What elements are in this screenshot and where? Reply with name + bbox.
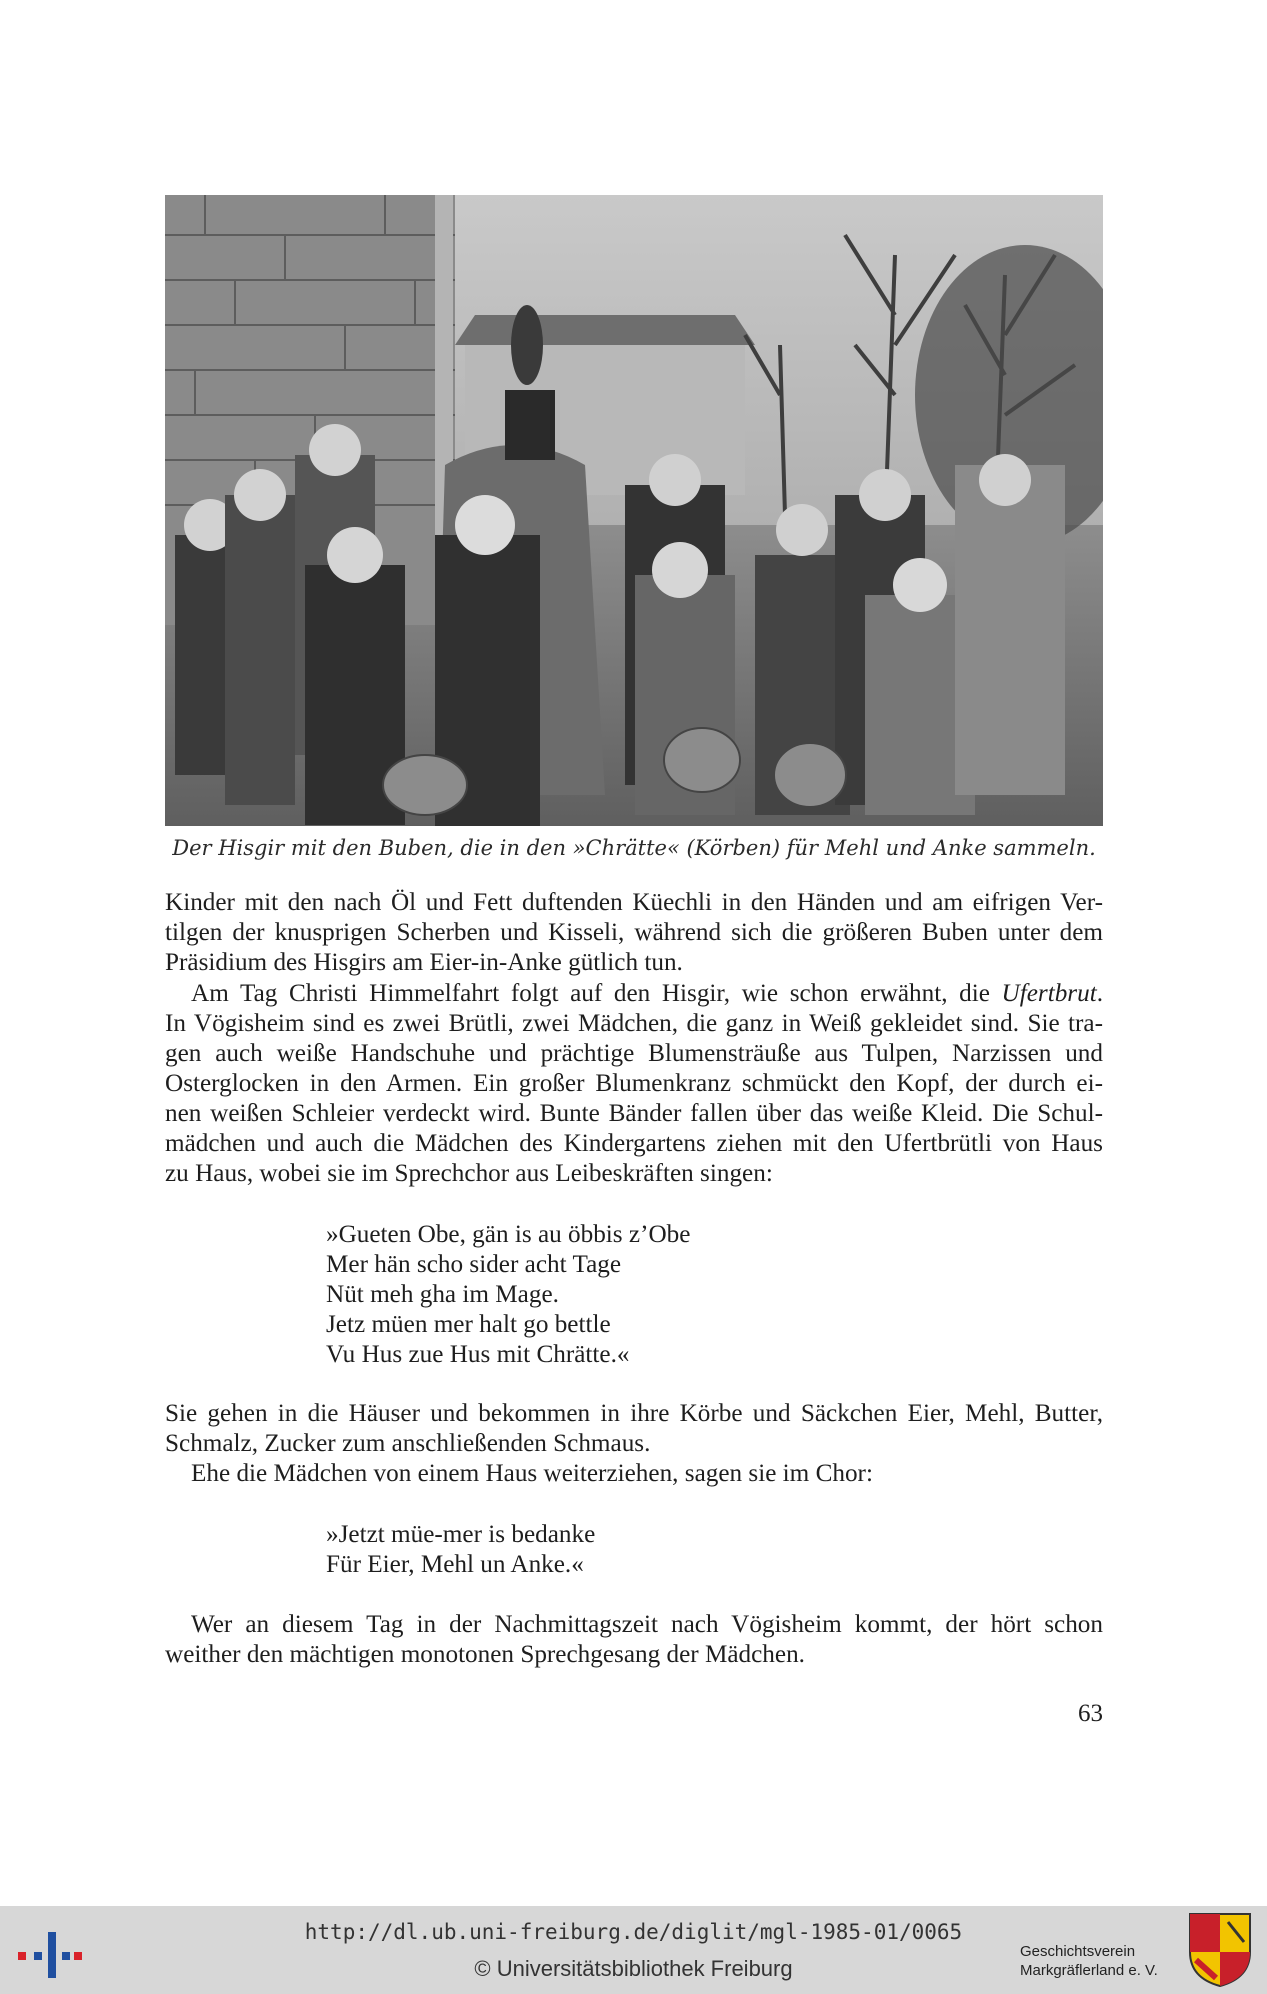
society-name-line: Markgräflerland e. V. — [1020, 1962, 1158, 1979]
verse-line: Jetz müen mer halt go bettle — [326, 1311, 611, 1338]
footer-bar — [0, 1906, 1267, 1994]
verse-2 — [326, 1520, 595, 1580]
text-line: Sie gehen in die Häuser und bekommen in ihre Körbe und Säckchen Eier, Mehl, Butter, — [165, 1400, 1103, 1427]
verse-line: Nüt meh gha im Mage. — [326, 1281, 559, 1308]
paragraph-1 — [165, 888, 1103, 978]
text-line: nen weißen Schleier verdeckt wird. Bunte Bänder fallen über das weiße Kleid. Die Schul- — [165, 1100, 1103, 1127]
text-line: In Vögisheim sind es zwei Brütli, zwei Mädchen, die ganz in Weiß gekleidet sind. Sie tra- — [165, 1010, 1103, 1037]
paragraph-3 — [165, 1399, 1103, 1459]
text-line: Ehe die Mädchen von einem Haus weiterziehen, sagen sie im Chor: — [191, 1460, 873, 1487]
society-name-line: Geschichtsverein — [1020, 1943, 1136, 1960]
text-line: weither den mächtigen monotonen Sprechgesang der Mädchen. — [165, 1641, 805, 1668]
verse-line: Mer hän scho sider acht Tage — [326, 1251, 622, 1278]
text-line: Kinder mit den nach Öl und Fett duftenden Küechli in den Händen und am eifrigen Ver- — [165, 889, 1103, 916]
footer-url-link[interactable]: http://dl.ub.uni-freiburg.de/diglit/mgl-1985-01/0065 — [304, 1920, 963, 1944]
text-line: Präsidium des Hisgirs am Eier-in-Anke gütlich tun. — [165, 949, 683, 976]
text-line — [165, 979, 1103, 1009]
verse-line: »Gueten Obe, gän is au öbbis z’Obe — [326, 1221, 691, 1248]
verse-line: »Jetzt müe-mer is bedanke — [326, 1521, 596, 1548]
emphasis-ufertbrut: Ufertbrut — [1001, 980, 1097, 1007]
footer-copyright: © Universitätsbibliothek Freiburg — [474, 1956, 793, 1981]
paragraph-2 — [165, 979, 1103, 1189]
paragraph-4 — [165, 1459, 1103, 1489]
figure-caption: Der Hisgir mit den Buben, die in den »Chrätte« (Körben) für Mehl und Anke sammeln. — [172, 836, 1096, 860]
text-line: tilgen der knusprigen Scherben und Kisseli, während sich die größeren Buben unter dem — [165, 919, 1103, 946]
verse-1 — [326, 1220, 690, 1370]
text-line: Wer an diesem Tag in der Nachmittagszeit nach Vögisheim kommt, der hört schon — [191, 1611, 1103, 1638]
text-span: . — [1096, 980, 1103, 1007]
text-line: Schmalz, Zucker zum anschließenden Schmaus. — [165, 1430, 651, 1457]
page-number: 63 — [1078, 1700, 1103, 1727]
text-line: gen auch weiße Handschuhe und prächtige Blumensträuße aus Tulpen, Narzissen und — [165, 1040, 1103, 1067]
text-line: Osterglocken in den Armen. Ein großer Blumenkranz schmückt den Kopf, der durch ei- — [165, 1070, 1103, 1097]
text-line: mädchen und auch die Mädchen des Kindergartens ziehen mit den Ufertbrütli von Haus — [165, 1130, 1103, 1157]
verse-line: Vu Hus zue Hus mit Chrätte.« — [326, 1341, 630, 1368]
photo-children-with-hisgir — [165, 195, 1103, 826]
text-line: zu Haus, wobei sie im Sprechchor aus Leibeskräften singen: — [165, 1160, 773, 1187]
coat-of-arms-icon — [1188, 1912, 1252, 1988]
text-span: Am Tag Christi Himmelfahrt folgt auf den Hisgir, wie schon erwähnt, die — [191, 980, 1002, 1007]
paragraph-5 — [165, 1610, 1103, 1670]
photo-illustration — [165, 195, 1103, 826]
verse-line: Für Eier, Mehl un Anke.« — [326, 1551, 584, 1578]
society-name — [1020, 1942, 1158, 1980]
